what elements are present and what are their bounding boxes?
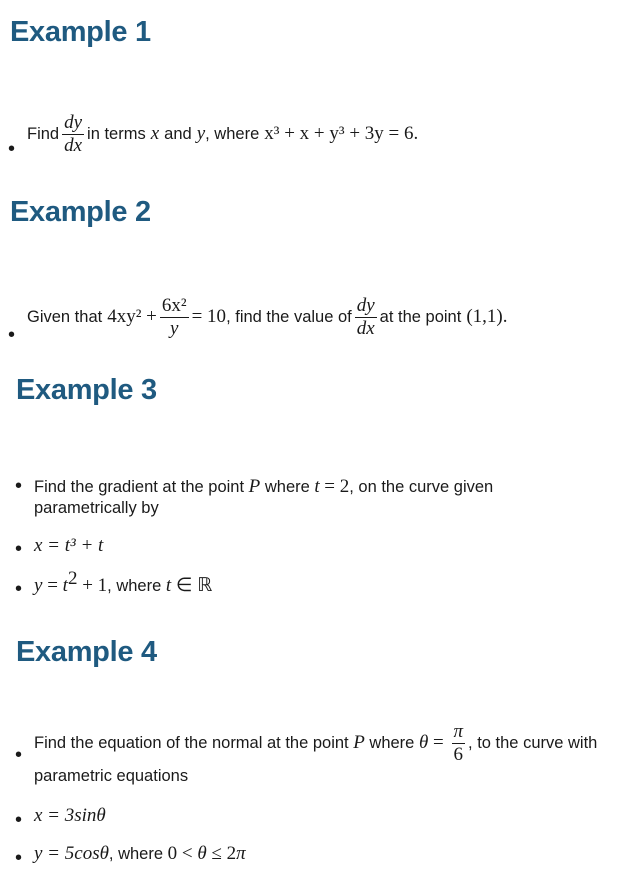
example-3-item-1: Find the gradient at the point P where t = 2, on the curve given parametrically by xyxy=(34,476,494,517)
variable-y: y xyxy=(196,123,206,145)
example-4-item-3: y = 5cosθ, where 0 < θ ≤ 2π xyxy=(34,843,246,864)
fraction-numerator: dy xyxy=(356,295,375,316)
bullet: • xyxy=(15,809,23,831)
bullet: • xyxy=(15,538,23,560)
fraction-denominator: y xyxy=(170,317,179,339)
bullet: • xyxy=(15,744,23,766)
point-coordinates: (1,1). xyxy=(466,306,508,328)
in-terms-text: in terms xyxy=(87,124,146,143)
example-4-heading: Example 4 xyxy=(16,636,157,668)
given-text: Given that xyxy=(27,307,103,326)
example-3-item-2: x = t³ + t xyxy=(34,535,104,556)
bullet: • xyxy=(8,324,16,346)
bullet: • xyxy=(15,847,23,869)
example-2-question xyxy=(27,296,640,339)
derivative-fraction xyxy=(62,113,84,156)
find-value-text: , find the value of xyxy=(226,307,352,326)
fraction-denominator: dx xyxy=(64,134,83,156)
bullet: • xyxy=(15,578,23,600)
and-text: and xyxy=(164,124,192,143)
expression-fraction xyxy=(160,296,189,339)
derivative-fraction xyxy=(355,296,377,339)
at-point-text: at the point xyxy=(379,307,462,326)
variable-x: x xyxy=(150,123,160,145)
example-1-question xyxy=(27,113,640,156)
find-text: Find xyxy=(27,124,60,143)
bullet: • xyxy=(15,475,23,497)
example-4-item-2: x = 3sinθ xyxy=(34,805,106,826)
expression-left: 4xy² + xyxy=(107,306,157,328)
equation: x³ + x + y³ + 3y = 6. xyxy=(264,123,419,145)
theta-fraction: $\frac{\pi}{6}$ xyxy=(453,721,464,765)
example-2-heading: Example 2 xyxy=(10,196,151,228)
fraction-numerator: 6x² xyxy=(161,295,187,316)
example-4-item-1: Find the equation of the normal at the point P where θ = $\frac{\pi}{6}$ , to the curve with parametric equations xyxy=(34,721,598,785)
where-text: , where xyxy=(205,124,260,143)
fraction-numerator: dy xyxy=(64,112,83,133)
bullet: • xyxy=(8,138,16,160)
example-1-heading: Example 1 xyxy=(10,16,151,48)
expression-right: = 10 xyxy=(191,306,227,328)
fraction-denominator: dx xyxy=(356,317,375,339)
example-3-heading: Example 3 xyxy=(16,374,157,406)
example-3-item-3: $y = t^2 + 1$, where t ∈ ℝ xyxy=(34,568,213,596)
